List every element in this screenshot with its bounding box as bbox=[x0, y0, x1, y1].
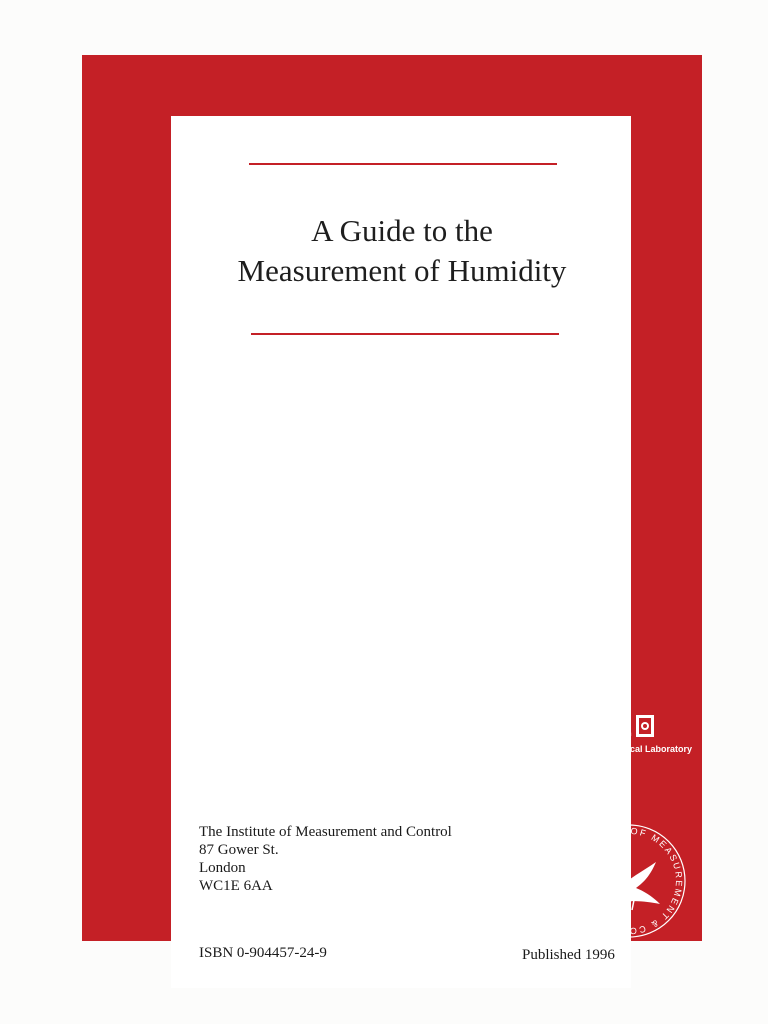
publisher-postcode: WC1E 6AA bbox=[199, 878, 273, 894]
svg-text:INSTITUTE OF MEASUREMENT & CON: INSTITUTE OF MEASUREMENT & CONTROL bbox=[574, 825, 685, 937]
publisher-address bbox=[199, 823, 452, 895]
npl-crest-icon bbox=[635, 714, 655, 743]
cover-white-panel bbox=[171, 116, 631, 988]
isbn-number: ISBN 0-904457-24-9 bbox=[199, 945, 327, 961]
publisher-city: London bbox=[199, 860, 246, 876]
institute-seal-icon bbox=[570, 822, 688, 940]
npl-logo bbox=[568, 710, 698, 760]
book-title-line-2: Measurement of Humidity bbox=[237, 253, 567, 288]
npl-caption: National Physical Laboratory bbox=[568, 744, 693, 754]
publisher-name: The Institute of Measurement and Control bbox=[199, 824, 452, 840]
book-cover bbox=[82, 55, 702, 963]
publisher-street: 87 Gower St. bbox=[199, 842, 279, 858]
book-title bbox=[171, 211, 633, 291]
title-top-rule bbox=[249, 163, 557, 165]
book-title-line-1: A Guide to the bbox=[311, 213, 493, 248]
published-year: Published 1996 bbox=[522, 947, 615, 963]
title-bottom-rule bbox=[251, 333, 559, 335]
npl-wordmark: NPL bbox=[568, 708, 633, 743]
